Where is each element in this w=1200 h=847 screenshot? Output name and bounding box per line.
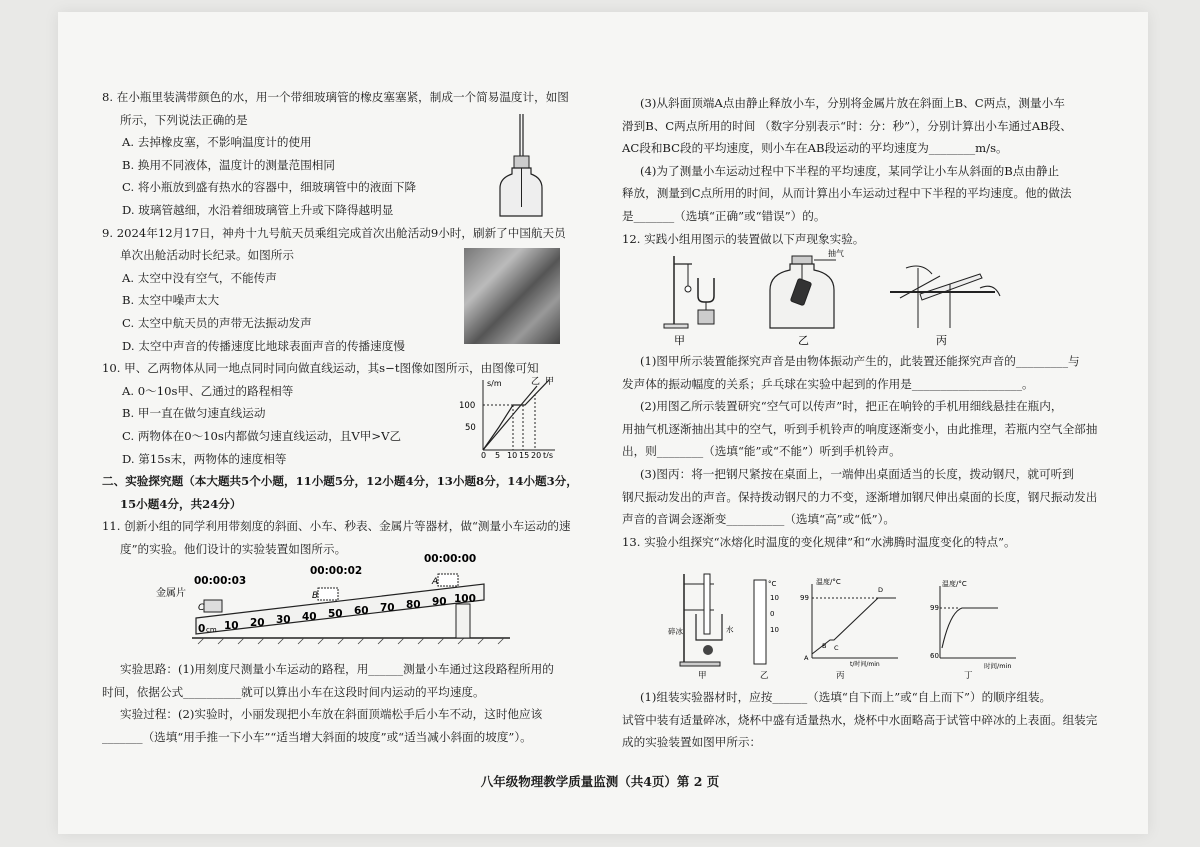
q8-option-a: A. 去掉橡皮塞，不影响温度计的使用 [122,135,312,150]
q10-option-a: A. 0～10s甲、乙通过的路程相等 [122,383,294,398]
q11-part3-2: 滑到B、C两点所用的时间 （数字分别表示“时：分：秒”），分别计算出小车通过AB段、 [622,118,1072,133]
svg-text:温度/°C: 温度/°C [816,578,841,586]
q13-part1-1: (1)组装实验器材时，应按______（选填“自下而上”或“自上而下”）的顺序组装。 [640,690,1052,704]
q9-option-b: B. 太空中噪声太大 [122,293,220,308]
q12-part2-3: 出，则________（选填“能”或“不能”）听到手机铃声。 [622,444,901,459]
q9-option-a: A. 太空中没有空气，不能传声 [122,270,277,285]
q11-part4-2: 释放，测量到C点所用的时间，从而计算出小车运动过程中下半程的平均速度。他的做法 [622,186,1072,201]
ytick-50: 50 [465,423,476,433]
q10-option-c: C. 两物体在0～10s内都做匀速直线运动，且V甲>V乙 [122,428,402,443]
q13-part1-2: 试管中装有适量碎冰，烧杯中盛有适量热水，烧杯中水面略高于试管中碎冰的上表面。组装完 [622,712,1098,727]
q12-fig-yi [770,248,844,347]
svg-text:C: C [834,644,839,652]
series-yi-line [483,386,537,450]
q11-stem-1: 11. 创新小组的同学利用带刻度的斜面、小车、秒表、金属片等器材，做“测量小车运动的速 [102,519,571,534]
fig-jia-label: 甲 [674,334,685,347]
q9-spacewalk-photo [464,248,560,344]
ice-label: 碎冰 [668,627,683,636]
svg-text:60: 60 [930,652,939,660]
svg-text:时间/min: 时间/min [984,662,1012,670]
q13-figures [660,570,1040,680]
graph-xlabel: t/s [543,451,553,458]
fig-yi-label: 乙 [798,334,809,347]
xtick-0: 0 [481,451,487,458]
page-footer: 八年级物理教学质量监测（共4页）第 2 页 [480,774,720,789]
xtick-15: 15 [519,451,530,458]
fig13-jia-label: 甲 [698,671,707,680]
q10-st-graph [455,374,565,458]
series-jia-line [483,380,549,450]
q12-part3-1: (3)图丙：将一把钢尺紧按在桌面上，一端伸出桌面适当的长度，拨动钢尺，就可听到 [640,466,1074,481]
right-column [622,92,1107,250]
svg-text:10: 10 [770,626,779,634]
q13-part1-3: 成的实验装置如图甲所示： [622,735,762,750]
q8-option-c: C. 将小瓶放到盛有热水的容器中，细玻璃管中的液面下降 [122,180,417,195]
stopwatch-a: 00:00:00 [424,553,477,565]
q11-part3-3: AC段和BC段的平均速度，则小车在AB段运动的平均速度为________m/s。 [622,141,1008,156]
svg-text:10: 10 [770,594,779,602]
cart-a [438,574,458,586]
cart-b [318,588,338,600]
pump-label: 抽气 [828,249,844,258]
svg-text:80: 80 [406,599,421,611]
q10-option-d: D. 第15s末，两物体的速度相等 [122,451,287,466]
svg-text:90: 90 [432,596,447,608]
q12-figures [650,248,1070,348]
q11-idea-1: 实验思路：(1)用刻度尺测量小车运动的路程，用______测量小车通过这段路程所用的 [120,662,554,676]
fig-bing-label: 丙 [936,334,947,347]
q9-stem-1: 9. 2024年12月17日，神舟十九号航天员乘组完成首次出舱活动9小时，刷新了中国航天员 [102,225,566,240]
q12-fig-jia [664,256,714,347]
svg-text:70: 70 [380,602,395,614]
q13-fig-yi [754,580,779,680]
svg-text:99: 99 [930,604,939,612]
svg-text:100: 100 [454,593,476,605]
q9-option-d: D. 太空中声音的传播速度比地球表面声音的传播速度慢 [122,338,405,353]
fig13-ding-label: 丁 [964,671,973,680]
q10-stem: 10. 甲、乙两物体从同一地点同时同向做直线运动，其s−t图像如图所示，由图像可知 [102,361,539,376]
svg-text:B: B [822,642,827,650]
q8-option-b: B. 换用不同液体，温度计的测量范围相同 [122,157,335,172]
q11-process-1: 实验过程：(2)实验时，小丽发现把小车放在斜面顶端松手后小车不动，这时他应该 [120,707,543,722]
series-yi-label: 乙 [531,377,541,387]
svg-text:20: 20 [250,617,265,629]
section-2-title-2: 15小题4分，共24分） [120,496,242,511]
section-2-title-1: 二、实验探究题（本大题共5个小题，11小题5分，12小题4分，13小题8分，14小题3分， [102,474,578,489]
fig13-bing-label: 丙 [836,671,845,680]
q12-part2-1: (2)用图乙所示装置研究“空气可以传声”时，把正在响铃的手机用细线悬挂在瓶内， [640,399,1063,414]
q13-fig-bing [800,577,898,680]
q13-stem: 13. 实验小组探究“冰熔化时温度的变化规律”和“水沸腾时温度变化的特点”。 [622,534,1016,549]
q12-part3-3: 声音的音调会逐渐变__________（选填“高”或“低”）。 [622,512,895,527]
metal-label: 金属片 [156,588,186,599]
q8-thermometer-figure [492,112,548,220]
right-column-q13 [622,686,1107,754]
q8-option-d: D. 玻璃管越细，水沿着细玻璃管上升或下降得越明显 [122,202,394,217]
point-b: B [312,591,319,601]
q8-stem-2: 所示，下列说法正确的是 [120,112,248,127]
point-a: A [432,577,439,587]
q12-stem: 12. 实践小组用图示的装置做以下声现象实验。 [622,231,865,246]
svg-text:50: 50 [328,608,343,620]
q11-stem-2: 度”的实验。他们设计的实验装置如图所示。 [120,541,347,556]
q12-fig-bing [890,266,1000,347]
xtick-10: 10 [507,451,518,458]
q12-part1-2: 发声体的振动幅度的关系；乒乓球在实验中起到的作用是___________________。 [622,376,1034,391]
q11-part4-1: (4)为了测量小车运动过程中下半程的平均速度，某同学让小车从斜面的B点由静止 [640,163,1060,178]
q11-part3-1: (3)从斜面顶端A点由静止释放小车，分别将金属片放在斜面上B、C两点，测量小车 [640,96,1065,110]
fig13-yi-label: 乙 [760,671,769,680]
svg-text:40: 40 [302,611,317,623]
svg-text:0: 0 [770,610,775,618]
q9-option-c: C. 太空中航天员的声带无法振动发声 [122,315,312,330]
stopwatch-c: 00:00:03 [194,575,247,587]
q11-part4-3: 是_______（选填“正确”或“错误”）的。 [622,208,826,223]
q11-idea-2: 时间，依据公式__________就可以算出小车在这段时间内运动的平均速度。 [102,684,485,699]
svg-text:°C: °C [768,580,777,588]
q13-fig-ding [930,579,1016,680]
svg-text:A: A [804,654,809,662]
ruler-unit: cm [206,626,217,634]
ytick-100: 100 [459,401,476,411]
point-c: C [198,603,205,613]
series-jia-label: 甲 [545,377,555,387]
water-label: 水 [726,625,734,634]
svg-text:99: 99 [800,594,809,602]
svg-text:温度/°C: 温度/°C [942,580,967,588]
svg-text:10: 10 [224,620,239,632]
q8-stem-1: 8. 在小瓶里装满带颜色的水，用一个带细玻璃管的橡皮塞塞紧，制成一个简易温度计，如图 [102,90,569,104]
metal-plate [204,600,222,612]
xtick-5: 5 [495,451,501,458]
q12-part3-2: 钢尺振动发出的声音。保持拨动钢尺的力不变，逐渐增加钢尺伸出桌面的长度，钢尺振动发出 [622,489,1098,504]
q13-fig-jia [668,574,734,680]
q10-option-b: B. 甲一直在做匀速直线运动 [122,406,266,421]
svg-text:30: 30 [276,614,291,626]
q12-part1-1: (1)图甲所示装置能探究声音是由物体振动产生的，此装置还能探究声音的_________与 [640,354,1080,368]
right-column-q12 [622,350,1107,553]
q11-process-2: _______（选填“用手推一下小车”“适当增大斜面的坡度”或“适当减小斜面的坡度”）。 [102,729,532,744]
svg-text:0: 0 [198,623,206,635]
graph-ylabel: s/m [487,379,502,388]
svg-text:60: 60 [354,605,369,617]
left-column-bottom [102,658,587,748]
stopwatch-b: 00:00:02 [310,565,363,577]
q9-stem-2: 单次出舱活动时长纪录。如图所示 [120,248,294,263]
svg-text:t/时间/min: t/时间/min [850,661,880,668]
q11-incline-figure [148,548,518,648]
xtick-20: 20 [531,451,542,458]
q12-part2-2: 用抽气机逐渐抽出其中的空气，听到手机铃声的响度逐渐变小，由此推理，若瓶内空气全部抽 [622,421,1098,436]
svg-text:D: D [878,586,884,594]
